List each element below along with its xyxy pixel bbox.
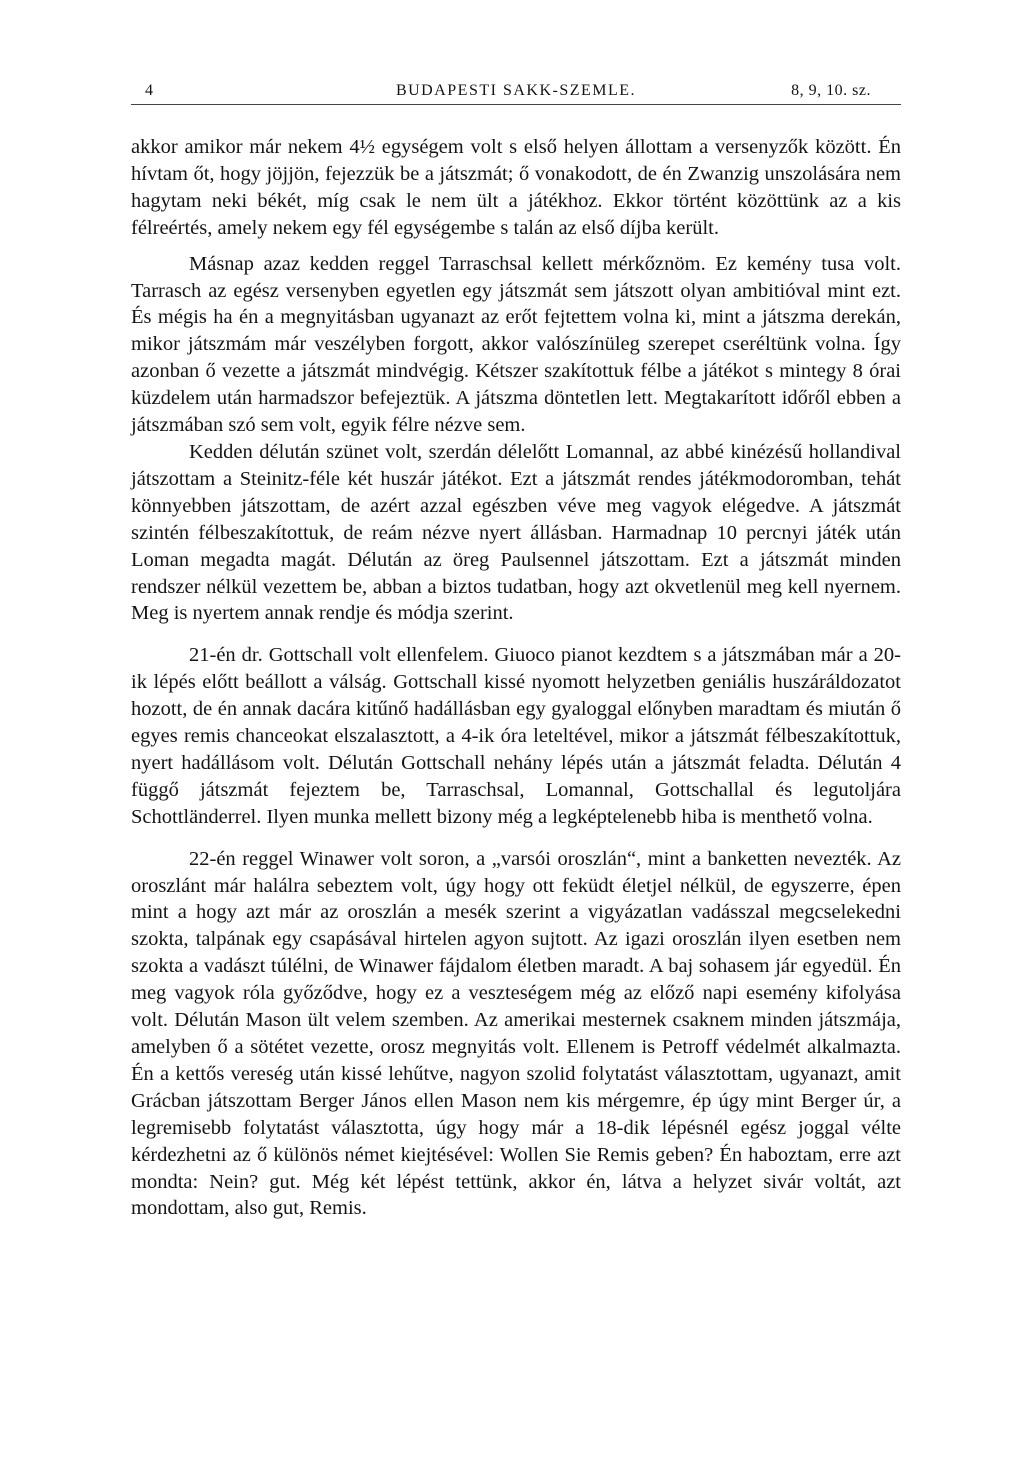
paragraph: Másnap azaz kedden reggel Tarraschsal kellett mérkőznöm. Ez kemény tusa volt. Tarrasch az egész versenyben egyetlen egy játszmát sem játszott olyan ambitióval mint ezt. És mégis ha én a megnyitásban ugyanazt az erőt fejtettem volna ki, mint a játszma derekán, mikor játszmám már veszélyben forgott, akkor valószínüleg szerepet cseréltünk volna. Így azonban ő vezette a játszmát mindvégig. Kétszer szakítottuk félbe a játékot s mintegy 8 órai küzdelem után harmadszor befejeztük. A játszma döntetlen lett. Megtakarított időről ebben a játszmában szó sem volt, egyik félre nézve sem. <box>131 252 901 437</box>
page-number: 4 <box>145 82 154 99</box>
paragraph: 21-én dr. Gottschall volt ellenfelem. Giuoco pianot kezdtem s a játszmában már a 20-ik lépés előtt beállott a válság. Gottschall kissé nyomott helyzetben geniális huszáráldozatot hozott, de én annak dacára kitűnő hadállásban egy gyaloggal előnyben maradtam és miután ő egyes remis chanceokat elszalasztott, a 4-ik óra leteltével, mikor a játszmát félbeszakítottuk, nyert hadállásom volt. Délután Gottschall nehány lépés után a játszmát feladta. Délután 4 függő játszmát fejeztem be, Tarraschsal, Lomannal, Gottschallal és legutoljára Schottländerrel. Ilyen munka mellett bizony még a legképtelenebb hiba is menthető volna. <box>131 644 901 828</box>
paragraph: akkor amikor már nekem 4½ egységem volt s első helyen állottam a versenyzők között. Én hívtam őt, hogy jöjjön, fejezzük be a játszmát; ő vonakodott, de én Zwanzig unszolására nem hagytam neki békét, míg csak le nem ült a játékhoz. Ekkor történt közöttünk az a kis félreértés, amely nekem egy fél egységembe s talán az első díjba került. <box>131 136 901 239</box>
paragraph: 22-én reggel Winawer volt soron, a „varsói oroszlán“, mint a banketten nevezték. Az oroszlánt már halálra sebeztem volt, úgy hogy ott feküdt életjel nélkül, de egyszerre, épen mint a hogy azt már az oroszlán a mesék szerint a vigyázatlan vadásszal megcselekedni szokta, talpának egy csapásával hirtelen agyon sujtott. Az igazi oroszlán ilyen esetben nem szokta a vadászt túlélni, de Winawer fájdalom életben maradt. A baj sohasem jár egyedül. Én meg vagyok róla győződve, hogy ez a veszteségem még az előző napi esemény kifolyása volt. Délután Mason ült velem szemben. Az amerikai mesternek csaknem minden játszmája, amelyben ő a sötétet vezette, orosz megnyitás volt. Ellenem is Petroff védelmét alkalmazta. Én a kettős vereség után kissé lehűtve, nagyon szolid folytatást választottam, ugyanazt, amit Grácban játszottam Berger János ellen Mason nem kis mérgemre, ép úgy mint Berger úr, a legremisebb folytatást választotta, úgy hogy már a 18-dik lépésnél egész joggal vélte kérdezhetni az ő különös német kiejtésével: Wollen Sie Remis geben? Én haboztam, erre azt mondta: Nein? gut. Még két lépést tettünk, akkor én, látva a helyzet sivár voltát, azt mondottam, also gut, Remis. <box>131 847 901 1220</box>
issue-number: 8, 9, 10. sz. <box>791 82 871 99</box>
running-header <box>131 80 901 105</box>
journal-title: BUDAPESTI SAKK-SZEMLE. <box>395 82 637 99</box>
paragraph: Kedden délután szünet volt, szerdán délelőtt Lomannal, az abbé kinézésű hollandival játszottam a Steinitz-féle két huszár játékot. Ezt a játszmát rendes játékmodoromban, tehát könnyebben játszottam, de azért azzal egészben véve meg vagyok elégedve. A játszmát szintén félbeszakítottuk, de reám nézve nyert állásban. Harmadnap 10 percnyi játék után Loman megadta magát. Délután az öreg Paulsennel játszottam. Ezt a játszmát minden rendszer nélkül vezettem be, abban a biztos tudatban, hogy azt okvetlenül meg kell nyernem. Meg is nyertem annak rendje és módja szerint. <box>131 440 901 625</box>
article-body <box>131 134 901 1222</box>
document-page <box>131 80 901 1222</box>
